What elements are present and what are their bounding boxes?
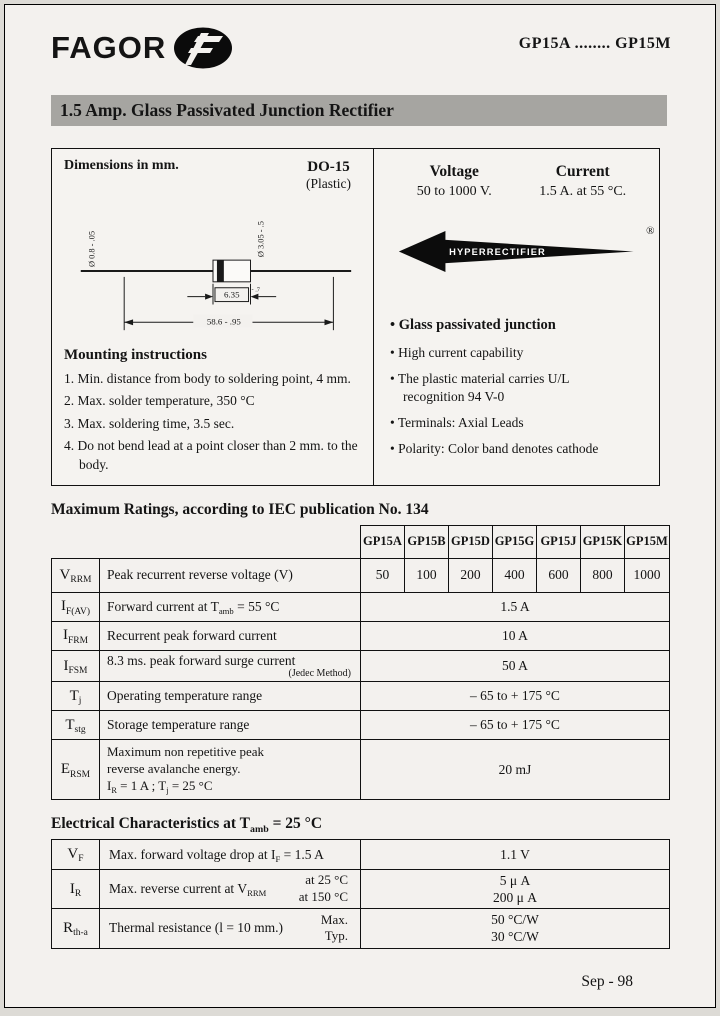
column-header-gp15k: GP15K	[581, 525, 625, 558]
electrical-table	[51, 839, 670, 949]
description-text: Thermal resistance (l = 10 mm.)	[109, 920, 284, 936]
fagor-logo-icon	[172, 25, 234, 71]
package-label	[306, 158, 351, 192]
value-cell: 100	[405, 558, 449, 592]
condition-line: at 150 °C	[298, 889, 348, 905]
current-label: Current	[555, 163, 610, 180]
features-list	[390, 316, 632, 459]
part-range: GP15A ........ GP15M	[518, 35, 671, 52]
max-ratings-title: Maximum Ratings, according to IEC publication No. 134	[51, 500, 429, 518]
symbol-cell: $T_j$	[52, 682, 100, 711]
feature-item: • Polarity: Color band denotes cathode	[390, 440, 632, 458]
value-cell: 400	[493, 558, 537, 592]
description-note: (Jedec Method)	[288, 668, 351, 680]
symbol-cell: $I_{F(AV)}$	[52, 592, 100, 621]
condition-stack	[299, 872, 348, 906]
current-summary	[519, 163, 648, 200]
symbol-cell: $T_{stg}$	[52, 711, 100, 740]
description-cell: Operating temperature range	[100, 682, 361, 711]
table-row-ir	[52, 870, 670, 909]
table-row-ifsm	[52, 650, 670, 682]
table-row-rth	[52, 908, 670, 948]
condition-line: at 25 °C	[305, 872, 348, 888]
description-cell	[100, 650, 361, 682]
table-row-vf	[52, 840, 670, 870]
value-cell: 1000	[625, 558, 670, 592]
value-cell: 20 mJ	[361, 740, 670, 800]
description-cell: Forward current at $T_{amb} = 55$ °C	[100, 592, 361, 621]
description-text: Max. forward voltage drop at $I_F = 1.5$ A	[109, 846, 324, 864]
column-header-gp15a: GP15A	[361, 525, 405, 558]
mounting-item: 1. Min. distance from body to soldering point, 4 mm.	[64, 371, 351, 387]
column-header-gp15m: GP15M	[625, 525, 670, 558]
mounting-item: 4. Do not bend lead at a point closer than 2 mm. to the body.	[64, 437, 358, 472]
description-cell: Recurrent peak forward current	[100, 621, 361, 650]
condition-stack	[321, 912, 348, 946]
voltage-label: Voltage	[429, 163, 479, 180]
feature-item: • The plastic material carries U/L recognition 94 V-0	[390, 370, 632, 406]
value-cell: 600	[537, 558, 581, 592]
description-text: 8.3 ms. peak forward surge current	[107, 652, 296, 668]
column-header-gp15b: GP15B	[405, 525, 449, 558]
value-cell: – 65 to + 175 °C	[361, 711, 670, 740]
body-diameter-label: Ø 3.05 - .5	[256, 221, 266, 258]
header	[5, 5, 715, 71]
registered-trademark: ®	[646, 225, 655, 237]
total-length-label: 58.6 - .95	[206, 316, 241, 327]
table-row-ersm	[52, 740, 670, 800]
description-text: Max. reverse current at $V_{RRM}$	[109, 881, 267, 899]
value-cell: 50 A	[361, 650, 670, 682]
value-line: 30 °C/W	[491, 929, 539, 945]
condition-line: Typ.	[324, 928, 348, 944]
features-panel	[373, 148, 660, 486]
diode-outline-drawing	[64, 194, 362, 344]
symbol-cell: $E_{RSM}$	[52, 740, 100, 800]
value-cell: 50	[361, 558, 405, 592]
datasheet-page	[4, 4, 716, 1008]
footer-date: Sep - 98	[581, 973, 633, 990]
voltage-summary	[390, 163, 519, 200]
current-value: 1.5 A. at 55 °C.	[539, 184, 627, 199]
value-cell: 10 A	[361, 621, 670, 650]
fagor-logo	[51, 25, 234, 71]
part-header-row	[52, 525, 670, 558]
description-cell	[100, 840, 361, 870]
feature-item: • High current capability	[390, 344, 632, 362]
symbol-cell: $I_{FRM}$	[52, 621, 100, 650]
body-length-label: 6.35	[223, 289, 240, 300]
value-cell	[361, 908, 670, 948]
dimensions-header	[64, 158, 363, 192]
feature-item: • Terminals: Axial Leads	[390, 414, 632, 432]
description-cell: Peak recurrent reverse voltage (V)	[100, 558, 361, 592]
description-cell: Storage temperature range	[100, 711, 361, 740]
value-line: 200 μ A	[493, 890, 537, 906]
feature-item: • Glass passivated junction	[390, 316, 632, 336]
table-row-vrrm	[52, 558, 670, 592]
page-title: 1.5 Amp. Glass Passivated Junction Rectifier	[51, 95, 667, 126]
column-header-gp15g: GP15G	[493, 525, 537, 558]
hyperrectifier-logo	[397, 225, 655, 280]
column-header-gp15d: GP15D	[449, 525, 493, 558]
table-row-tstg	[52, 711, 670, 740]
overview-panels	[51, 148, 660, 486]
electrical-title: Electrical Characteristics at $T_{amb} = 25$ °C	[51, 815, 323, 835]
value-cell: 200	[449, 558, 493, 592]
table-row-tj	[52, 682, 670, 711]
value-cell: 1.1 V	[361, 840, 670, 870]
dimensions-heading: Dimensions in mm.	[64, 158, 179, 173]
description-text: reverse avalanche energy.	[107, 761, 241, 777]
table-row-ifrm	[52, 621, 670, 650]
symbol-cell: $R_{th-a}$	[52, 908, 100, 948]
package-name: DO-15	[307, 159, 350, 175]
package-material: (Plastic)	[306, 176, 351, 191]
cathode-band	[217, 260, 224, 282]
hyperrectifier-logo-icon	[397, 228, 641, 275]
description-text: Maximum non repetitive peak	[107, 744, 265, 760]
value-line: 5 μ A	[499, 872, 531, 888]
mounting-instructions	[64, 369, 363, 474]
condition-line: Max.	[320, 911, 348, 927]
header-spacer	[52, 525, 361, 558]
fagor-logo-text: FAGOR	[51, 30, 167, 65]
ratings-summary	[390, 163, 647, 200]
description-cell	[100, 740, 361, 800]
description-cell	[100, 870, 361, 909]
symbol-cell: $V_F$	[52, 840, 100, 870]
voltage-value: 50 to 1000 V.	[416, 184, 492, 199]
symbol-cell: $I_{FSM}$	[52, 650, 100, 682]
description-condition: $I_R = 1$ A ; $T_j = 25$ °C	[107, 778, 213, 796]
mounting-item: 2. Max. solder temperature, 350 °C	[64, 393, 255, 409]
body-length-tolerance-label: - .7	[251, 286, 261, 294]
column-header-gp15j: GP15J	[537, 525, 581, 558]
max-ratings-table	[51, 525, 670, 800]
dimensions-panel	[51, 148, 373, 486]
mounting-heading: Mounting instructions	[64, 347, 207, 364]
value-cell: 800	[581, 558, 625, 592]
mounting-item: 3. Max. soldering time, 3.5 sec.	[64, 415, 235, 431]
value-cell	[361, 870, 670, 909]
table-row-ifav	[52, 592, 670, 621]
value-cell: – 65 to + 175 °C	[361, 682, 670, 711]
value-cell: 1.5 A	[361, 592, 670, 621]
symbol-cell: $I_R$	[52, 870, 100, 909]
symbol-cell: $V_{RRM}$	[52, 558, 100, 592]
value-line: 50 °C/W	[491, 911, 539, 927]
hyperrectifier-wordmark: HYPERRECTIFIER	[448, 247, 546, 258]
lead-diameter-label: Ø 0.8 - .05	[87, 231, 97, 268]
description-cell	[100, 908, 361, 948]
